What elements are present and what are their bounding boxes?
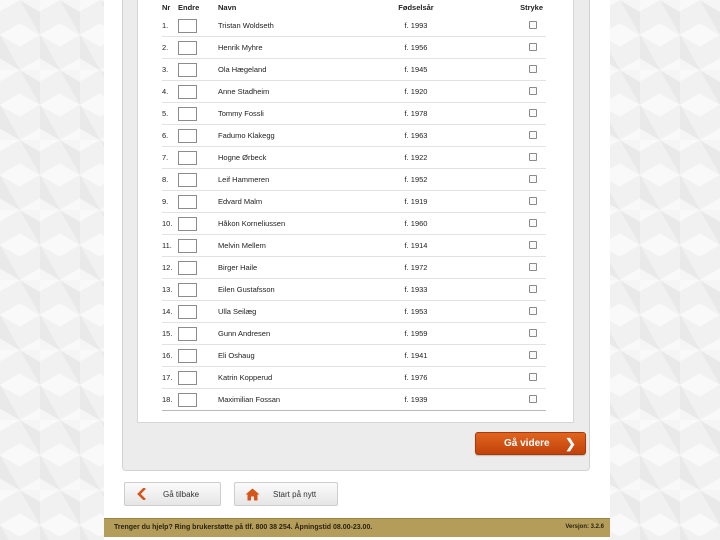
edit-cell bbox=[178, 389, 218, 411]
edit-field[interactable] bbox=[178, 173, 197, 187]
row-nr: 2. bbox=[162, 37, 178, 59]
edit-field[interactable] bbox=[178, 261, 197, 275]
row-nr: 11. bbox=[162, 235, 178, 257]
form-panel bbox=[122, 0, 590, 471]
restart-label: Start på nytt bbox=[273, 490, 317, 499]
row-nr: 3. bbox=[162, 59, 178, 81]
edit-field[interactable] bbox=[178, 327, 197, 341]
person-name: Melvin Mellem bbox=[218, 235, 350, 257]
birth-year: f. 1919 bbox=[350, 191, 482, 213]
delete-cell bbox=[482, 323, 546, 345]
table-row bbox=[162, 257, 546, 279]
delete-checkbox[interactable] bbox=[529, 43, 537, 51]
person-name: Fadumo Klakegg bbox=[218, 125, 350, 147]
row-nr: 13. bbox=[162, 279, 178, 301]
delete-cell bbox=[482, 147, 546, 169]
table-row bbox=[162, 59, 546, 81]
row-nr: 4. bbox=[162, 81, 178, 103]
birth-year: f. 1972 bbox=[350, 257, 482, 279]
person-name: Tristan Woldseth bbox=[218, 15, 350, 37]
delete-checkbox[interactable] bbox=[529, 263, 537, 271]
birth-year: f. 1978 bbox=[350, 103, 482, 125]
row-nr: 6. bbox=[162, 125, 178, 147]
table-body bbox=[162, 15, 546, 411]
delete-cell bbox=[482, 191, 546, 213]
edit-field[interactable] bbox=[178, 371, 197, 385]
edit-field[interactable] bbox=[178, 19, 197, 33]
row-nr: 10. bbox=[162, 213, 178, 235]
home-icon bbox=[245, 488, 260, 501]
edit-cell bbox=[178, 103, 218, 125]
delete-checkbox[interactable] bbox=[529, 175, 537, 183]
delete-checkbox[interactable] bbox=[529, 21, 537, 29]
delete-cell bbox=[482, 15, 546, 37]
person-name: Edvard Malm bbox=[218, 191, 350, 213]
edit-cell bbox=[178, 37, 218, 59]
delete-cell bbox=[482, 257, 546, 279]
table-row bbox=[162, 81, 546, 103]
birth-year: f. 1976 bbox=[350, 367, 482, 389]
restart-button[interactable] bbox=[234, 482, 338, 506]
edit-field[interactable] bbox=[178, 151, 197, 165]
edit-field[interactable] bbox=[178, 195, 197, 209]
delete-checkbox[interactable] bbox=[529, 197, 537, 205]
table-row bbox=[162, 147, 546, 169]
delete-cell bbox=[482, 125, 546, 147]
birth-year: f. 1933 bbox=[350, 279, 482, 301]
table-row bbox=[162, 301, 546, 323]
back-button[interactable] bbox=[124, 482, 221, 506]
delete-cell bbox=[482, 213, 546, 235]
person-name: Birger Haile bbox=[218, 257, 350, 279]
birth-year: f. 1956 bbox=[350, 37, 482, 59]
birth-year: f. 1993 bbox=[350, 15, 482, 37]
delete-checkbox[interactable] bbox=[529, 109, 537, 117]
delete-checkbox[interactable] bbox=[529, 373, 537, 381]
edit-field[interactable] bbox=[178, 239, 197, 253]
birth-year: f. 1960 bbox=[350, 213, 482, 235]
edit-field[interactable] bbox=[178, 107, 197, 121]
delete-cell bbox=[482, 279, 546, 301]
row-nr: 14. bbox=[162, 301, 178, 323]
birth-year: f. 1953 bbox=[350, 301, 482, 323]
birth-year: f. 1963 bbox=[350, 125, 482, 147]
page bbox=[104, 0, 610, 540]
row-nr: 5. bbox=[162, 103, 178, 125]
edit-cell bbox=[178, 323, 218, 345]
delete-cell bbox=[482, 235, 546, 257]
row-nr: 15. bbox=[162, 323, 178, 345]
table-row bbox=[162, 279, 546, 301]
person-list-panel bbox=[137, 0, 574, 423]
edit-field[interactable] bbox=[178, 41, 197, 55]
edit-cell bbox=[178, 191, 218, 213]
edit-field[interactable] bbox=[178, 393, 197, 407]
person-name: Henrik Myhre bbox=[218, 37, 350, 59]
edit-cell bbox=[178, 81, 218, 103]
delete-checkbox[interactable] bbox=[529, 241, 537, 249]
delete-cell bbox=[482, 37, 546, 59]
table-row bbox=[162, 323, 546, 345]
row-nr: 1. bbox=[162, 15, 178, 37]
person-table bbox=[162, 0, 546, 411]
row-nr: 8. bbox=[162, 169, 178, 191]
person-name: Eilen Gustafsson bbox=[218, 279, 350, 301]
continue-label: Gå videre bbox=[504, 438, 550, 449]
person-name: Tommy Fossli bbox=[218, 103, 350, 125]
table-row bbox=[162, 235, 546, 257]
arrow-left-icon bbox=[136, 488, 148, 500]
back-label: Gå tilbake bbox=[163, 490, 200, 499]
person-name: Katrin Kopperud bbox=[218, 367, 350, 389]
row-nr: 12. bbox=[162, 257, 178, 279]
delete-checkbox[interactable] bbox=[529, 307, 537, 315]
delete-checkbox[interactable] bbox=[529, 329, 537, 337]
chevron-right-icon: ❯ bbox=[565, 436, 576, 451]
edit-cell bbox=[178, 125, 218, 147]
person-name: Gunn Andresen bbox=[218, 323, 350, 345]
version-label: Versjon: 3.2.6 bbox=[565, 524, 604, 530]
row-nr: 17. bbox=[162, 367, 178, 389]
person-name: Ola Hægeland bbox=[218, 59, 350, 81]
edit-cell bbox=[178, 213, 218, 235]
birth-year: f. 1952 bbox=[350, 169, 482, 191]
delete-cell bbox=[482, 367, 546, 389]
table-row bbox=[162, 389, 546, 411]
table-row bbox=[162, 125, 546, 147]
delete-cell bbox=[482, 81, 546, 103]
person-name: Maximilian Fossan bbox=[218, 389, 350, 411]
delete-checkbox[interactable] bbox=[529, 351, 537, 359]
person-name: Anne Stadheim bbox=[218, 81, 350, 103]
edit-cell bbox=[178, 59, 218, 81]
person-name: Håkon Korneliussen bbox=[218, 213, 350, 235]
edit-field[interactable] bbox=[178, 349, 197, 363]
delete-cell bbox=[482, 103, 546, 125]
person-name: Ulla Seilæg bbox=[218, 301, 350, 323]
header-nr: Nr bbox=[162, 3, 171, 12]
delete-checkbox[interactable] bbox=[529, 395, 537, 403]
delete-checkbox[interactable] bbox=[529, 219, 537, 227]
row-nr: 18. bbox=[162, 389, 178, 411]
birth-year: f. 1939 bbox=[350, 389, 482, 411]
person-name: Eli Oshaug bbox=[218, 345, 350, 367]
edit-cell bbox=[178, 257, 218, 279]
row-nr: 7. bbox=[162, 147, 178, 169]
edit-cell bbox=[178, 279, 218, 301]
edit-cell bbox=[178, 235, 218, 257]
table-row bbox=[162, 191, 546, 213]
birth-year: f. 1922 bbox=[350, 147, 482, 169]
delete-cell bbox=[482, 169, 546, 191]
header-birth-year: Fødselsår bbox=[398, 3, 434, 12]
continue-button[interactable] bbox=[475, 432, 586, 455]
delete-checkbox[interactable] bbox=[529, 131, 537, 139]
edit-field[interactable] bbox=[178, 63, 197, 77]
delete-cell bbox=[482, 345, 546, 367]
table-header-row bbox=[162, 0, 546, 15]
delete-checkbox[interactable] bbox=[529, 285, 537, 293]
edit-field[interactable] bbox=[178, 129, 197, 143]
row-nr: 9. bbox=[162, 191, 178, 213]
edit-field[interactable] bbox=[178, 305, 197, 319]
edit-cell bbox=[178, 15, 218, 37]
birth-year: f. 1945 bbox=[350, 59, 482, 81]
table-row bbox=[162, 37, 546, 59]
header-edit: Endre bbox=[178, 3, 200, 12]
table-row bbox=[162, 345, 546, 367]
delete-cell bbox=[482, 301, 546, 323]
edit-field[interactable] bbox=[178, 85, 197, 99]
table-row bbox=[162, 103, 546, 125]
table-row bbox=[162, 213, 546, 235]
birth-year: f. 1941 bbox=[350, 345, 482, 367]
birth-year: f. 1920 bbox=[350, 81, 482, 103]
support-text: Trenger du hjelp? Ring brukerstøtte på tlf. 800 38 254. Åpningstid 08.00-23.00. bbox=[114, 524, 373, 531]
delete-cell bbox=[482, 389, 546, 411]
edit-cell bbox=[178, 367, 218, 389]
support-footer bbox=[104, 518, 610, 537]
edit-field[interactable] bbox=[178, 217, 197, 231]
person-name: Hogne Ørbeck bbox=[218, 147, 350, 169]
delete-checkbox[interactable] bbox=[529, 65, 537, 73]
header-delete: Stryke bbox=[520, 3, 543, 12]
edit-cell bbox=[178, 301, 218, 323]
table-row bbox=[162, 169, 546, 191]
delete-checkbox[interactable] bbox=[529, 153, 537, 161]
delete-cell bbox=[482, 59, 546, 81]
delete-checkbox[interactable] bbox=[529, 87, 537, 95]
person-name: Leif Hammeren bbox=[218, 169, 350, 191]
table-row bbox=[162, 15, 546, 37]
edit-cell bbox=[178, 147, 218, 169]
birth-year: f. 1914 bbox=[350, 235, 482, 257]
edit-cell bbox=[178, 345, 218, 367]
edit-cell bbox=[178, 169, 218, 191]
table-row bbox=[162, 367, 546, 389]
header-name: Navn bbox=[218, 3, 237, 12]
edit-field[interactable] bbox=[178, 283, 197, 297]
birth-year: f. 1959 bbox=[350, 323, 482, 345]
row-nr: 16. bbox=[162, 345, 178, 367]
